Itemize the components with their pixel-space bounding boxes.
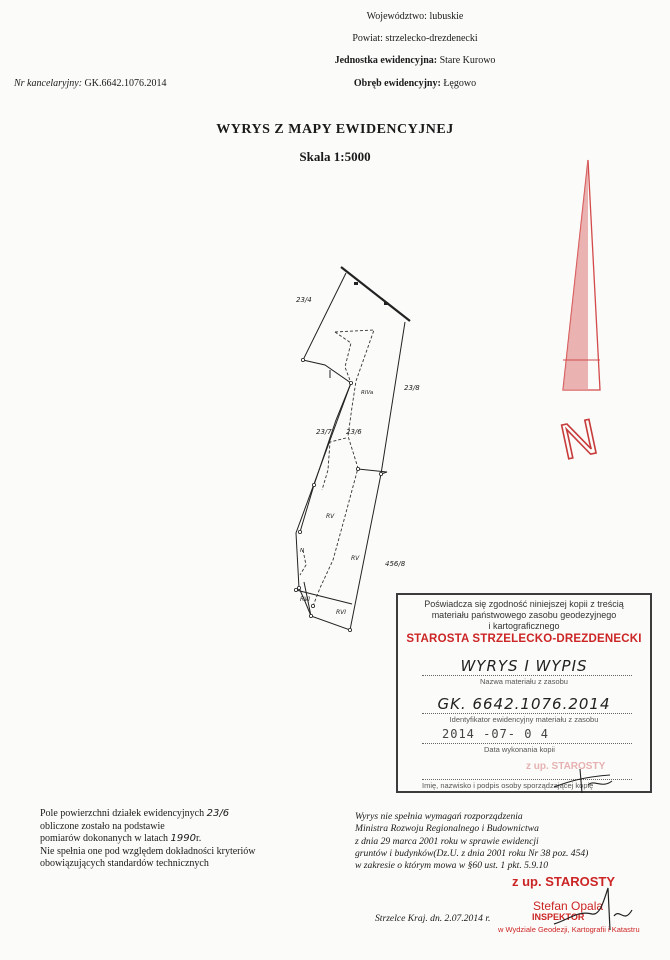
handwritten-signature-icon	[548, 880, 638, 940]
legal-note-line-1: Wyrys nie spełnia wymagań rozporządzenia	[355, 811, 523, 822]
legal-note-line-2: Ministra Rozwoju Regionalnego i Budownictwa	[355, 823, 539, 835]
signature-stamp-name: Stefan Opala	[533, 899, 604, 913]
signature-caption: Imię, nazwisko i podpis osoby sporządzającej kopię	[422, 781, 594, 790]
land-label-rv: RV	[351, 555, 360, 562]
map-scale: Skala 1:5000	[299, 149, 371, 164]
copy-date: 2014 -07- 0 4	[442, 727, 549, 741]
material-identifier: GK. 6642.1076.2014	[437, 695, 611, 713]
stamp-authority: STAROSTA STRZELECKO-DREZDENECKI	[406, 633, 642, 645]
north-arrow-icon	[563, 160, 600, 390]
land-label-rv: RV	[326, 513, 335, 520]
identifier-caption: Identyfikator ewidencyjny materiału z zasobu	[449, 715, 599, 724]
obreb-label: Obręb ewidencyjny:	[353, 78, 441, 89]
land-label-rvi: RVI	[336, 609, 347, 616]
legal-note-line-3: z dnia 29 marca 2001 roku w sprawie ewidencji	[355, 835, 539, 847]
survey-points	[294, 358, 382, 631]
nr-value: GK.6642.1076.2014	[84, 78, 167, 89]
area-note-line-4: Nie spełnia one pod względem dokładności kryteriów	[40, 845, 256, 857]
land-label-riva: RIVa	[361, 390, 374, 396]
area-note-line-1: Pole powierzchni działek ewidencyjnych 23/6	[40, 808, 230, 819]
legal-note	[355, 811, 660, 872]
boundary-marker	[384, 302, 388, 305]
signature-stamp-department: w Wydziale Geodezji, Kartografii i Katastru	[498, 925, 640, 934]
certify-line-3: i kartograficznego	[488, 621, 560, 631]
signature-stamp-position: INSPEKTOR	[532, 912, 585, 922]
jednostka-value: Stare Kurowo	[439, 55, 496, 66]
area-note-line-3: pomiarów dokonanych w latach 1990r.	[40, 833, 202, 845]
parcel-label-23-8: 23/8	[404, 384, 420, 392]
jednostka-label: Jednostka ewidencyjna:	[334, 55, 438, 66]
faint-red-stamp: z up. STAROSTY	[526, 761, 606, 772]
area-note-line-5: obowiązujących standardów technicznych	[40, 858, 209, 870]
parcel-label-23-6: 23/6	[346, 428, 362, 436]
area-note	[40, 808, 260, 871]
place-date: Strzelce Kraj. dn. 2.07.2014 r.	[375, 913, 491, 924]
certify-line-2: materiału państwowego zasobu geodezyjnego	[431, 610, 617, 620]
land-label-rvi: RVI	[300, 596, 311, 603]
land-label-n: N	[300, 548, 305, 554]
parcel-label-456-8: 456/8	[385, 560, 406, 568]
document-title: WYRYS Z MAPY EWIDENCYJNEJ	[216, 122, 454, 137]
certify-line-1: Poświadcza się zgodność niniejszej kopii z treścią	[424, 599, 624, 609]
area-note-line-2: obliczone zostało na podstawie	[40, 820, 165, 832]
north-label: N	[555, 408, 603, 471]
date-caption: Data wykonania kopii	[484, 745, 555, 754]
handwritten-parcel: 23/6	[206, 808, 230, 819]
boundary-marker	[354, 282, 358, 285]
obreb-value: Łęgowo	[443, 78, 477, 89]
signature-scribble-icon	[550, 767, 620, 797]
parcel-label-23-7: 23/7	[316, 428, 332, 436]
certification-stamp	[396, 593, 652, 793]
parcel-label-23-4: 23/4	[296, 296, 312, 304]
parcel-division	[300, 383, 351, 532]
signature-stamp-authority: z up. STAROSTY	[512, 874, 616, 889]
legal-note-line-5: w zakresie o którym mowa w §60 ust. 1 pkt. 5.9.10	[355, 860, 549, 872]
parcel-outline	[296, 273, 405, 630]
material-name: WYRYS I WYPIS	[460, 657, 588, 675]
powiat: Powiat: strzelecko-drezdenecki	[352, 33, 478, 44]
wojewodztwo: Województwo: lubuskie	[366, 11, 464, 22]
legal-note-line-4: gruntów i budynków(Dz.U. z dnia 2001 roku Nr 38 poz. 454)	[355, 847, 589, 859]
nr-label: Nr kancelaryjny:	[14, 78, 83, 89]
material-caption: Nazwa materiału z zasobu	[480, 677, 568, 686]
handwritten-year: 1990	[170, 833, 196, 845]
road-boundary	[341, 267, 410, 321]
parcel-boundaries	[296, 267, 410, 630]
